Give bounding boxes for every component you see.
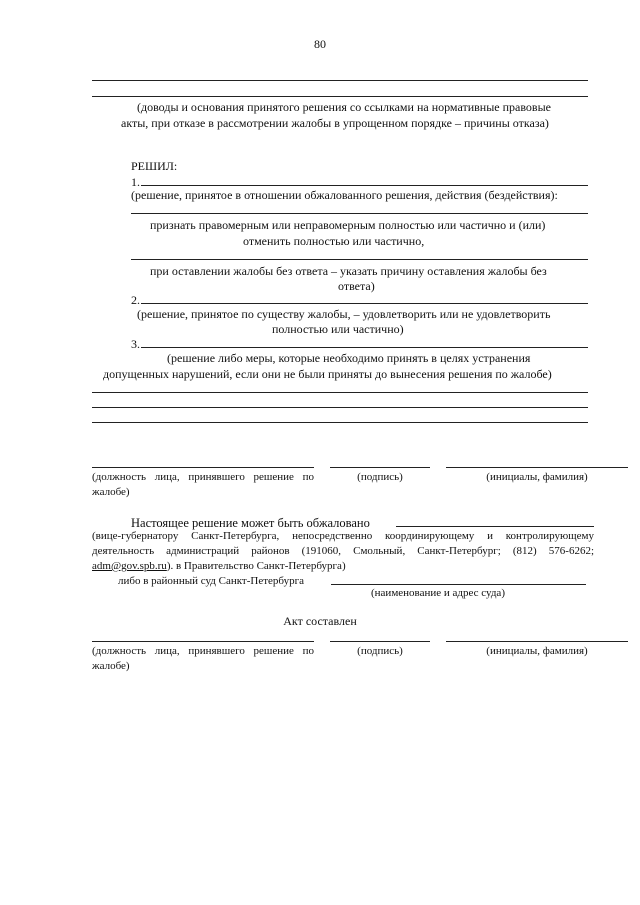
- sign2-name-line: [446, 641, 628, 642]
- page-number: 80: [314, 37, 326, 51]
- sign1-position-label: (должность лица, принявшего решение по: [92, 471, 314, 483]
- arguments-caption-line2: акты, при отказе в рассмотрении жалобы в упрощенном порядке – причины отказа): [121, 116, 549, 130]
- item1-note-line1: при оставлении жалобы без ответа – указать причину оставления жалобы без: [150, 264, 547, 278]
- item3-fill-line: [141, 347, 588, 348]
- blank-line-1: [92, 392, 588, 393]
- item3-caption-line2: допущенных нарушений, если они не были приняты до вынесения решения по жалобе): [103, 367, 552, 381]
- item1-note-line2: ответа): [338, 279, 375, 293]
- item2-caption-line1: (решение, принятое по существу жалобы, – удовлетворить или не удовлетворить: [137, 307, 551, 321]
- court-fill-line: [331, 584, 586, 585]
- sign2-position-label-2: жалобе): [92, 660, 130, 672]
- appeal-line3: [92, 559, 346, 574]
- item3-caption-line1: (решение либо меры, которые необходимо принять в целях устранения: [167, 351, 531, 365]
- appeal-line2: деятельность администраций районов (191060, Смольный, Санкт-Петербург; (812) 576-6262;: [92, 545, 594, 557]
- item1-caption: (решение, принятое в отношении обжалованного решения, действия (бездействия):: [131, 188, 558, 202]
- sign2-name-label: (инициалы, фамилия): [486, 645, 588, 657]
- item1-fill-line: [141, 185, 588, 186]
- item1-sub-line2: отменить полностью или частично,: [243, 234, 425, 248]
- sign1-name-line: [446, 467, 628, 468]
- sign1-signature-line: [330, 467, 430, 468]
- item2-number: 2.: [131, 293, 140, 307]
- item2-fill-line: [141, 303, 588, 304]
- item1-line-2: [131, 213, 588, 214]
- item1-number: 1.: [131, 175, 140, 189]
- sign1-name-label: (инициалы, фамилия): [486, 471, 588, 483]
- sign2-signature-label: (подпись): [357, 645, 403, 657]
- arguments-line-2: [92, 96, 588, 97]
- sign2-position-label: (должность лица, принявшего решение по: [92, 645, 314, 657]
- arguments-line-1: [92, 80, 588, 81]
- sign1-signature-label: (подпись): [357, 471, 403, 483]
- appeal-line3-rest: ). в Правительство Санкт-Петербурга): [166, 560, 346, 572]
- item1-line-3: [131, 259, 588, 260]
- item1-sub-line1: признать правомерным или неправомерным полностью или частично и (или): [150, 218, 546, 232]
- court-caption: (наименование и адрес суда): [371, 587, 505, 599]
- sign1-position-label-2: жалобе): [92, 486, 130, 498]
- sign1-position-line: [92, 467, 314, 468]
- appeal-court: либо в районный суд Санкт-Петербурга: [118, 575, 304, 587]
- appeal-line1: (вице-губернатору Санкт-Петербурга, непосредственно координирующему и контролирующему: [92, 530, 594, 542]
- appeal-email-link[interactable]: adm@gov.spb.ru: [92, 560, 167, 572]
- decided-heading: РЕШИЛ:: [131, 159, 178, 173]
- item2-caption-line2: полностью или частично): [272, 322, 404, 336]
- blank-line-3: [92, 422, 588, 423]
- appeal-fill-line: [396, 526, 594, 527]
- act-heading: Акт составлен: [283, 614, 357, 628]
- item3-number: 3.: [131, 337, 140, 351]
- blank-line-2: [92, 407, 588, 408]
- sign2-signature-line: [330, 641, 430, 642]
- arguments-caption-line1: (доводы и основания принятого решения со ссылками на нормативные правовые: [137, 100, 551, 114]
- appeal-intro: Настоящее решение может быть обжаловано: [131, 516, 370, 530]
- sign2-position-line: [92, 641, 314, 642]
